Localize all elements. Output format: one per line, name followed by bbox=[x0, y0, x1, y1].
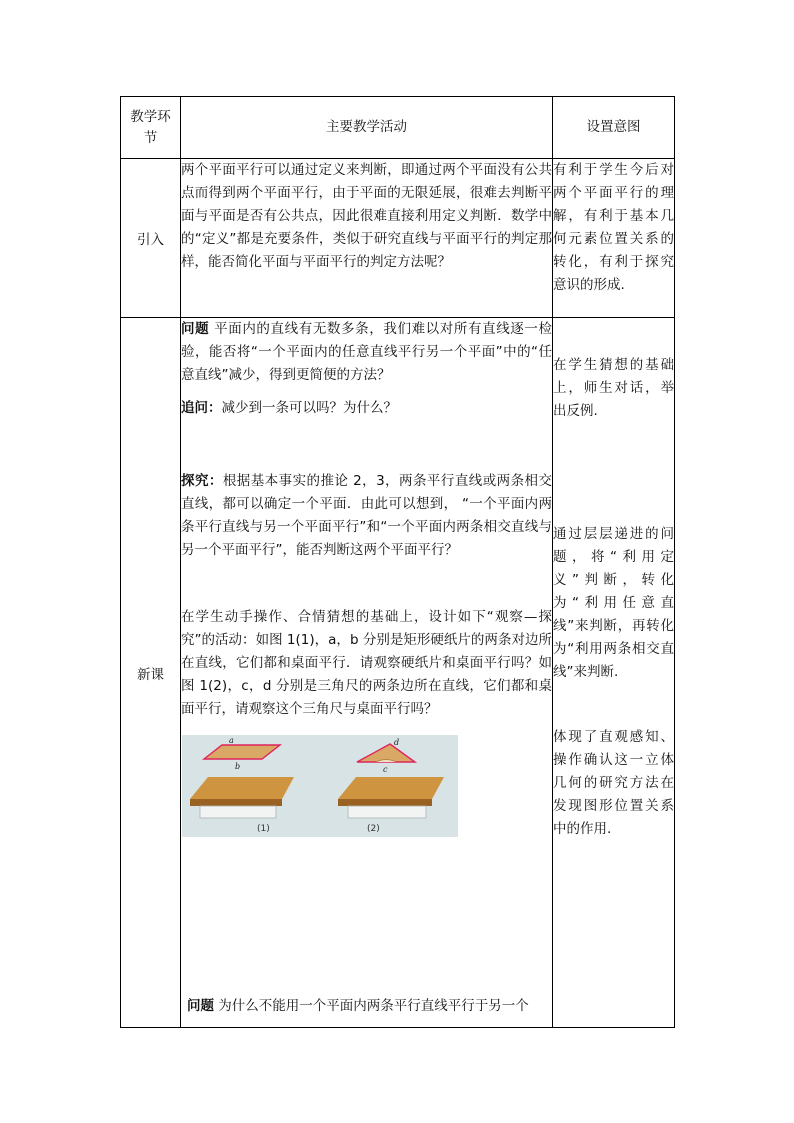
label-d: d bbox=[394, 738, 400, 747]
new-activity bbox=[181, 318, 553, 1028]
activity-description: 在学生动手操作、合情猜想的基础上，设计如下“观察—探究”的活动：如图 1(1)，a，b 分别是矩形硬纸片的两条对边所在直线，它们都和桌面平行．请观察硬纸片和桌面平行吗？如图 1(2)，c，d 分别是三角尺的两条边所在直线，它们都和桌面平行，请观察这个三角尺与桌面平行吗？ bbox=[181, 609, 552, 717]
explore-label: 探究： bbox=[181, 473, 223, 489]
intent-2: 通过层层递进的问题，将“利用定义”判断，转化为“利用任意直线”来判断，再转化为“利用两条相交直线”来判断. bbox=[553, 526, 674, 680]
question-1-label: 问题 bbox=[181, 321, 210, 337]
intro-stage: 引入 bbox=[121, 159, 181, 318]
new-lesson-row bbox=[121, 318, 675, 1028]
desk-edge-2 bbox=[338, 799, 432, 806]
intro-row bbox=[121, 159, 675, 318]
question-2-label: 问题 bbox=[187, 998, 214, 1014]
desk-top-1 bbox=[190, 777, 294, 799]
figure-1-part-2 bbox=[338, 738, 444, 834]
intent-3: 体现了直观感知、操作确认这一立体几何的研究方法在发现图形位置关系中的作用. bbox=[553, 729, 674, 837]
desk-edge-1 bbox=[190, 799, 282, 806]
question-1-text: 平面内的直线有无数多条，我们难以对所有直线逐一检验，能否将“一个平面内的任意直线平行另一个平面”中的“任意直线”减少，得到更简便的方法？ bbox=[181, 321, 553, 383]
question-2 bbox=[187, 995, 546, 1018]
label-a: a bbox=[229, 736, 234, 745]
new-stage: 新课 bbox=[121, 318, 181, 1028]
lesson-plan-table bbox=[120, 96, 675, 1028]
figure-1-illustration bbox=[182, 735, 458, 837]
header-intent: 设置意图 bbox=[553, 97, 675, 159]
intro-activity: 两个平面平行可以通过定义来判断，即通过两个平面没有公共点而得到两个平面平行，由于平面的无限延展，很难去判断平面与平面是否有公共点，因此很难直接利用定义判断．数学中的“定义”都是充要条件，类似于研究直线与平面平行的判定那样，能否简化平面与平面平行的判定方法呢？ bbox=[181, 159, 553, 318]
question-2-text: 为什么不能用一个平面内两条平行直线平行于另一个 bbox=[218, 998, 529, 1014]
figure-caption-1: (1) bbox=[257, 824, 270, 834]
figure-caption-2: (2) bbox=[367, 824, 380, 834]
header-activity: 主要教学活动 bbox=[181, 97, 553, 159]
header-stage: 教学环节 bbox=[121, 97, 181, 159]
followup-label: 追问： bbox=[181, 400, 222, 416]
desk-drawer-2 bbox=[348, 806, 426, 818]
header-row bbox=[121, 97, 675, 159]
figure-1-part-1 bbox=[190, 736, 294, 834]
followup-text: 减少到一条可以吗？为什么？ bbox=[221, 400, 397, 416]
explore-text: 根据基本事实的推论 2，3，两条平行直线或两条相交直线，都可以确定一个平面．由此可以想到， “一个平面内两条平行直线与另一个平面平行”和“一个平面内两条相交直线与另一个平面平行”，能否判断这两个平面平行？ bbox=[181, 473, 552, 558]
question-1 bbox=[181, 318, 552, 387]
new-intent bbox=[553, 318, 675, 1028]
figure-1 bbox=[182, 735, 458, 837]
explore bbox=[181, 470, 552, 562]
label-c: c bbox=[383, 765, 388, 774]
followup bbox=[181, 397, 552, 420]
rectangle-card bbox=[204, 745, 280, 759]
desk-drawer-1 bbox=[200, 806, 276, 818]
label-b: b bbox=[235, 762, 241, 771]
intro-intent: 有利于学生今后对两个平面平行的理解，有利于基本几何元素位置关系的转化，有利于探究意识的形成. bbox=[553, 159, 675, 318]
intent-1: 在学生猜想的基础上，师生对话，举出反例. bbox=[553, 357, 674, 419]
desk-top-2 bbox=[338, 777, 444, 799]
